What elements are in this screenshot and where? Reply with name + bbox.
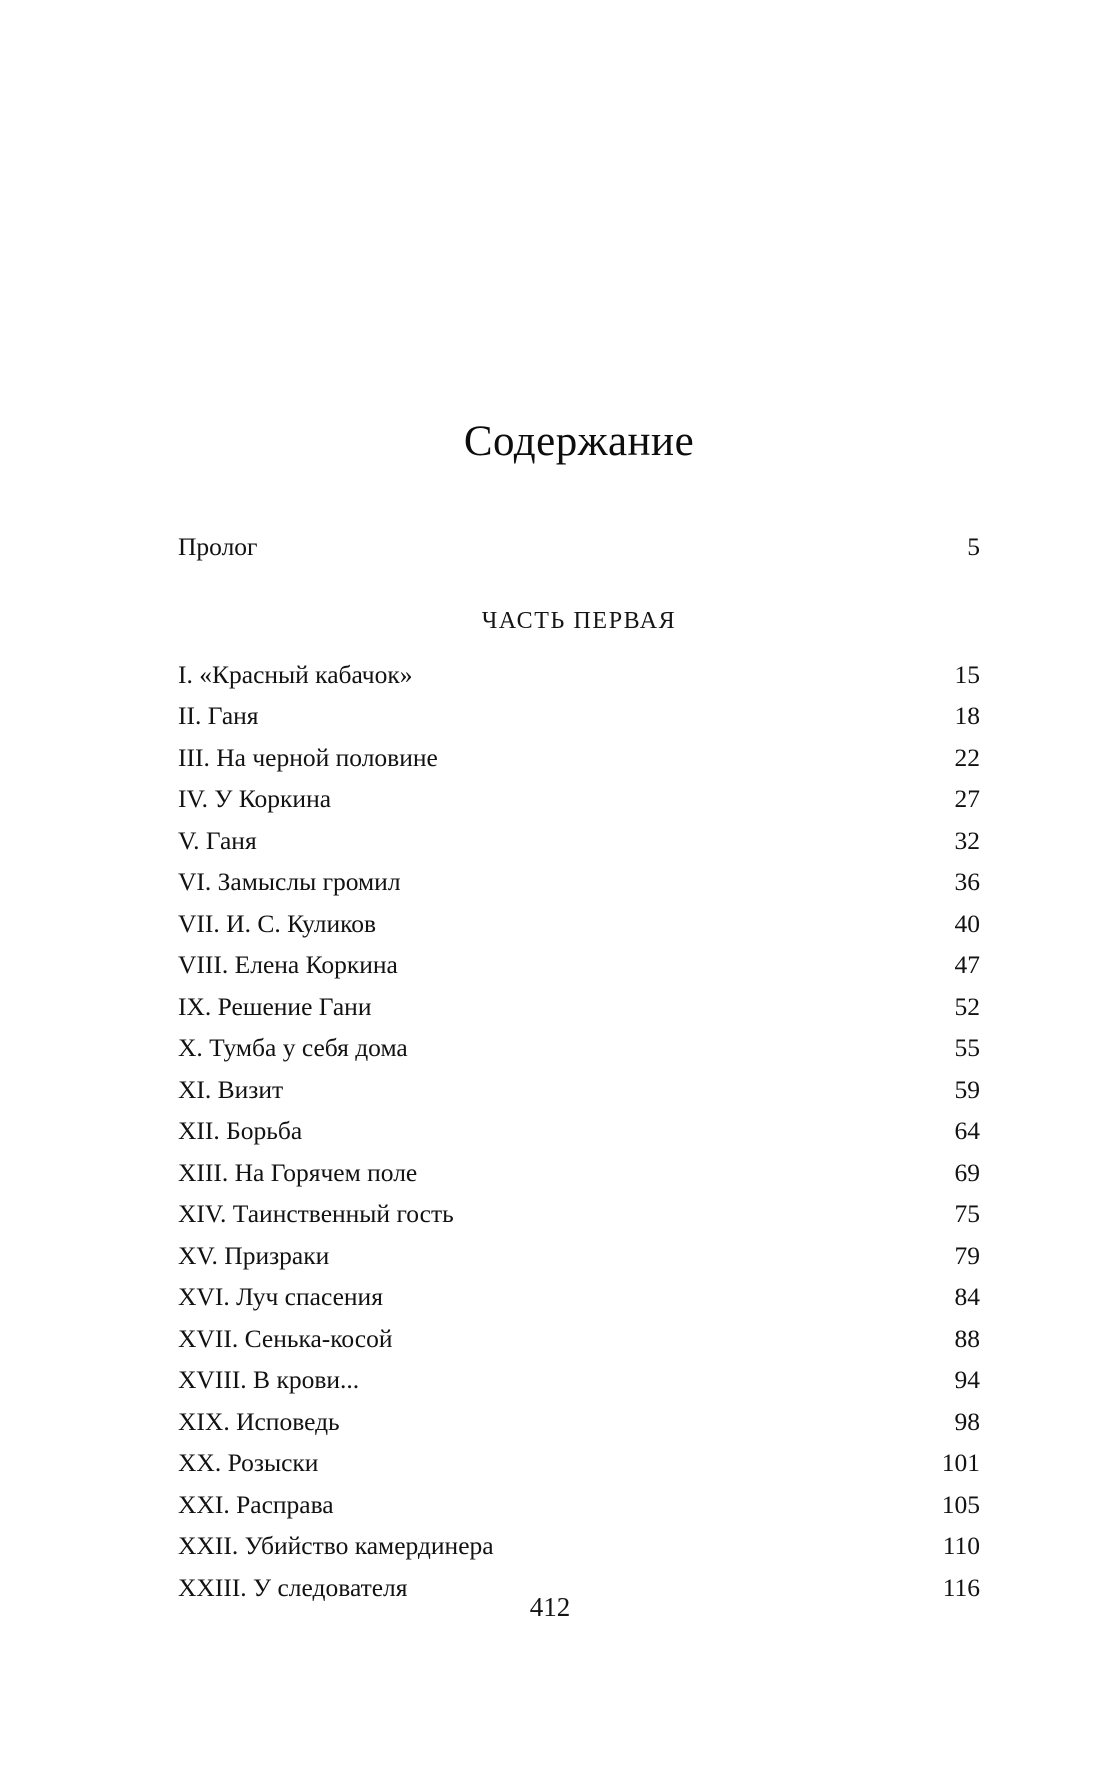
dot-leader xyxy=(268,698,918,724)
dot-leader xyxy=(266,822,918,848)
dot-leader xyxy=(368,1362,918,1388)
dot-leader xyxy=(422,656,919,682)
toc-entry-label: XVIII. В крови... xyxy=(178,1365,360,1395)
toc-entry-4[interactable] xyxy=(178,778,980,820)
toc-entry-label: XXII. Убийство камердинера xyxy=(178,1531,494,1561)
folio-page-number: 412 xyxy=(529,1592,571,1622)
toc-content-block xyxy=(178,0,980,1608)
toc-entry-label: XVI. Луч спасения xyxy=(178,1282,383,1312)
dot-leader xyxy=(392,1279,918,1305)
toc-entry-label: XX. Розыски xyxy=(178,1448,319,1478)
toc-entry-9[interactable] xyxy=(178,986,980,1028)
dot-leader xyxy=(292,1071,918,1097)
toc-entry-13[interactable] xyxy=(178,1152,980,1194)
toc-entry-label: VI. Замыслы громил xyxy=(178,867,401,897)
dot-leader xyxy=(463,1196,918,1222)
dot-leader xyxy=(417,1030,918,1056)
toc-entry-18[interactable] xyxy=(178,1359,980,1401)
toc-entry-11[interactable] xyxy=(178,1069,980,1111)
toc-entry-10[interactable] xyxy=(178,1027,980,1069)
toc-entry-label: XVII. Сенька-косой xyxy=(178,1323,393,1353)
toc-entry-label: Пролог xyxy=(178,532,258,562)
dot-leader xyxy=(343,1486,918,1512)
dot-leader xyxy=(410,864,918,890)
dot-leader xyxy=(417,1569,918,1595)
toc-entry-label: VIII. Елена Коркина xyxy=(178,950,398,980)
toc-entry-21[interactable] xyxy=(178,1484,980,1526)
dot-leader xyxy=(380,988,918,1014)
toc-entry-label: V. Ганя xyxy=(178,825,257,855)
part-heading-block xyxy=(178,599,980,643)
front-matter-list xyxy=(178,526,980,568)
toc-entry-1[interactable] xyxy=(178,654,980,696)
dot-leader xyxy=(311,1113,918,1139)
toc-entry-8[interactable] xyxy=(178,944,980,986)
toc-entry-page-number: 79 xyxy=(954,1240,980,1270)
toc-entry-page-number: 75 xyxy=(954,1199,980,1229)
toc-entry-page-number: 88 xyxy=(954,1323,980,1353)
toc-entry-12[interactable] xyxy=(178,1110,980,1152)
toc-entry-label: XIII. На Горячем поле xyxy=(178,1157,418,1187)
toc-entry-19[interactable] xyxy=(178,1401,980,1443)
toc-entry-20[interactable] xyxy=(178,1442,980,1484)
toc-entry-page-number: 40 xyxy=(954,908,980,938)
toc-entry-page-number: 94 xyxy=(954,1365,980,1395)
toc-entry-page-number: 101 xyxy=(941,1448,980,1478)
toc-entry-label: VII. И. С. Куликов xyxy=(178,908,377,938)
dot-leader xyxy=(503,1528,918,1554)
toc-entry-label: XXI. Расправа xyxy=(178,1489,334,1519)
toc-entry-2[interactable] xyxy=(178,695,980,737)
toc-entry-page-number: 5 xyxy=(967,532,980,562)
toc-entry-label: X. Тумба у себя дома xyxy=(178,1033,408,1063)
toc-entry-page-number: 27 xyxy=(954,784,980,814)
dot-leader xyxy=(338,1237,918,1263)
toc-entry-label: XIX. Исповедь xyxy=(178,1406,340,1436)
dot-leader xyxy=(267,529,918,555)
toc-entry-label: XIV. Таинственный гость xyxy=(178,1199,454,1229)
toc-entry-page-number: 116 xyxy=(942,1572,980,1602)
toc-entry-17[interactable] xyxy=(178,1318,980,1360)
toc-entry-6[interactable] xyxy=(178,861,980,903)
toc-entry-5[interactable] xyxy=(178,820,980,862)
toc-entry-15[interactable] xyxy=(178,1235,980,1277)
toc-entry-3[interactable] xyxy=(178,737,980,779)
toc-entry-prolog[interactable] xyxy=(178,526,980,568)
toc-entry-page-number: 110 xyxy=(942,1531,980,1561)
toc-entry-label: XII. Борьба xyxy=(178,1116,303,1146)
dot-leader xyxy=(447,739,918,765)
dot-leader xyxy=(340,781,918,807)
toc-entry-page-number: 105 xyxy=(941,1489,980,1519)
toc-entry-page-number: 22 xyxy=(954,742,980,772)
dot-leader xyxy=(327,1445,918,1471)
toc-entry-page-number: 36 xyxy=(954,867,980,897)
toc-entry-page-number: 69 xyxy=(954,1157,980,1187)
chapter-list xyxy=(178,654,980,1609)
toc-entry-label: XXIII. У следователя xyxy=(178,1572,408,1602)
toc-entry-page-number: 15 xyxy=(954,659,980,689)
toc-entry-label: IX. Решение Гани xyxy=(178,991,372,1021)
toc-entry-page-number: 47 xyxy=(954,950,980,980)
toc-entry-page-number: 98 xyxy=(954,1406,980,1436)
toc-entry-label: XV. Призраки xyxy=(178,1240,330,1270)
dot-leader xyxy=(407,947,918,973)
toc-entry-page-number: 84 xyxy=(954,1282,980,1312)
dot-leader xyxy=(426,1154,918,1180)
toc-entry-page-number: 59 xyxy=(954,1074,980,1104)
part-heading: ЧАСТЬ ПЕРВАЯ xyxy=(481,607,677,634)
toc-entry-16[interactable] xyxy=(178,1276,980,1318)
toc-entry-label: III. На черной половине xyxy=(178,742,438,772)
dot-leader xyxy=(349,1403,918,1429)
toc-entry-label: IV. У Коркина xyxy=(178,784,332,814)
toc-entry-label: I. «Красный кабачок» xyxy=(178,659,413,689)
toc-entry-page-number: 52 xyxy=(954,991,980,1021)
toc-entry-page-number: 32 xyxy=(954,825,980,855)
toc-entry-14[interactable] xyxy=(178,1193,980,1235)
toc-entry-label: II. Ганя xyxy=(178,701,259,731)
dot-leader xyxy=(401,1320,918,1346)
toc-entry-label: XI. Визит xyxy=(178,1074,284,1104)
page-title: Содержание xyxy=(463,418,695,465)
dot-leader xyxy=(385,905,918,931)
toc-entry-page-number: 55 xyxy=(954,1033,980,1063)
toc-entry-page-number: 64 xyxy=(954,1116,980,1146)
toc-entry-page-number: 18 xyxy=(954,701,980,731)
toc-entry-7[interactable] xyxy=(178,903,980,945)
toc-entry-22[interactable] xyxy=(178,1525,980,1567)
